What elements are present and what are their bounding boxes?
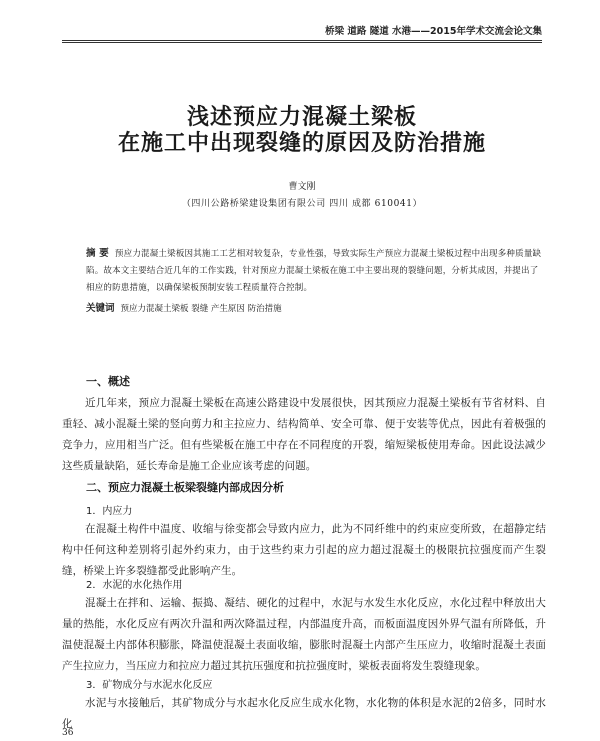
affiliation: （四川公路桥梁建设集团有限公司 四川 成都 610041） xyxy=(181,199,423,209)
subsection-2-title: 2．水泥的水化热作用 xyxy=(86,580,183,591)
section-2-title: 二、预应力混凝土板梁裂缝内部成因分析 xyxy=(86,481,284,494)
abstract-text: 预应力混凝土梁板因其施工工艺相对较复杂，专业性强，导致实际生产预应力混凝土梁板过程中出现多种质量缺陷。故本文主要结合近几年的工作实践，针对预应力混凝土梁板在施工中主要出现的裂缝问题，分析其成因，并提出了相应的防患措施，以确保梁板预制安装工程质量符合控制。 xyxy=(86,249,542,293)
subsection-1-title: 1．内应力 xyxy=(86,506,133,517)
header-rule xyxy=(62,40,542,41)
abstract xyxy=(86,245,546,297)
section-1-title: 一、概述 xyxy=(86,375,130,388)
subsection-3-paragraph: 水泥与水接触后，其矿物成分与水起水化反应生成水化物，水化物的体积是水泥的2倍多，同时水化 xyxy=(62,697,546,730)
header-rule-secondary xyxy=(62,42,542,43)
running-header: 桥梁 道路 隧道 水港——2015年学术交流会论文集 xyxy=(325,26,542,37)
keywords-text: 预应力混凝土梁板 裂缝 产生原因 防治措施 xyxy=(120,304,282,314)
subsection-1-paragraph: 在混凝土构件中温度、收缩与徐变都会导致内应力，此为不同纤维中的约束应变所致，在超静定结构中任何这种差别将引起外约束力，由于这些约束力引起的应力超过混凝土的极限抗拉强度而产生裂缝，桥梁上许多裂缝都受此影响产生。 xyxy=(62,523,546,577)
paper-title xyxy=(62,105,542,157)
subsection-2-paragraph: 混凝土在拌和、运输、振捣、凝结、硬化的过程中，水泥与水发生水化反应，水化过程中释放出大量的热能，水化反应有两次升温和两次降温过程，内部温度升高，而板面温度因外界气温有所降低，升温使混凝土内部体积膨胀，降温使混凝土表面收缩，膨胀时混凝土内部产生压应力，收缩时混凝土表面产生拉应力，当压应力和拉应力超过其抗压强度和抗拉强度时，梁板表面将发生裂缝现象。 xyxy=(62,597,546,672)
page-number: 36 xyxy=(62,728,74,738)
title-line-2: 在施工中出现裂缝的原因及防治措施 xyxy=(117,131,486,156)
subsection-3-title: 3．矿物成分与水泥水化反应 xyxy=(86,680,213,691)
author-name: 曹文刚 xyxy=(288,182,316,192)
abstract-label: 摘 要 xyxy=(86,248,109,259)
keywords xyxy=(86,302,546,316)
section-1-paragraph: 近几年来，预应力混凝土梁板在高速公路建设中发展很快，因其预应力混凝土梁板有节省材料、自重轻、减小混凝土梁的竖向剪力和主拉应力、结构简单、安全可靠、便于安装等优点，因此有着极强的竞争力，应用相当广泛。但有些梁板在施工中存在不同程度的开裂，缩短梁板使用寿命。因此设法减少这些质量缺陷，延长寿命是施工企业应该考虑的问题。 xyxy=(62,397,546,472)
keywords-label: 关键词 xyxy=(86,303,115,314)
title-line-1: 浅述预应力混凝土梁板 xyxy=(186,105,417,130)
